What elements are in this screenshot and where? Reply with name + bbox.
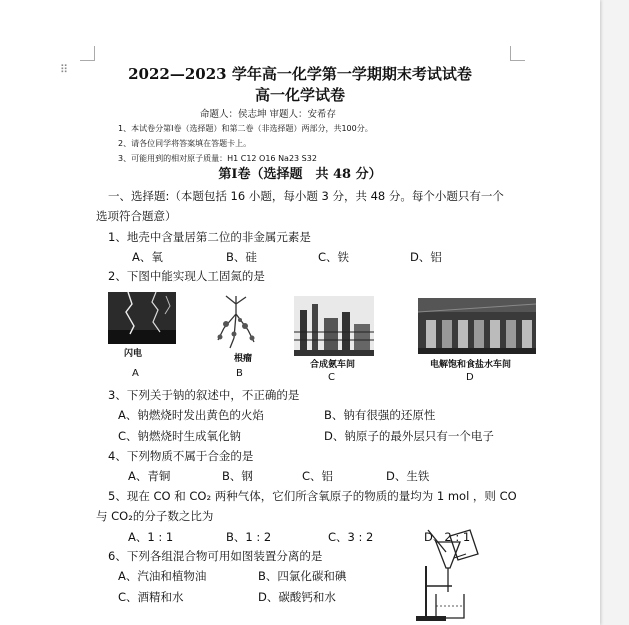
q1-option-c: C、铁 bbox=[318, 250, 350, 264]
note-3: 3、可能用到的相对原子质量：H1 C12 O16 Na23 S32 bbox=[118, 154, 317, 163]
q4-option-a: A、青铜 bbox=[128, 469, 171, 483]
electrolysis-workshop-image bbox=[418, 298, 536, 354]
figure-a-caption: 闪电 bbox=[124, 349, 143, 359]
q5-option-d: D、2 : 1 bbox=[424, 530, 471, 544]
q3-option-a: A、钠燃烧时发出黄色的火焰 bbox=[118, 408, 264, 422]
q2-stem: 2、下图中能实现人工固氮的是 bbox=[108, 269, 265, 283]
note-1: 1、本试卷分第Ⅰ卷（选择题）和第二卷（非选择题）两部分，共100分。 bbox=[118, 124, 373, 133]
q5-stem-line-1: 5、现在 CO 和 CO₂ 两种气体，它们所含氧原子的物质的量均为 1 mol ，则 CO bbox=[108, 489, 517, 503]
q4-option-d: D、生铁 bbox=[386, 469, 430, 483]
margin-corner-top-right bbox=[510, 46, 525, 61]
figure-c-letter: C bbox=[328, 372, 335, 383]
q5-option-a: A、1 : 1 bbox=[128, 530, 174, 544]
exam-title: 2022—2023 学年高一化学第一学期期末考试试卷 bbox=[128, 65, 472, 83]
note-2: 2、请各位同学将答案填在答题卡上。 bbox=[118, 139, 252, 148]
instruction-line-2: 选项符合题意） bbox=[96, 209, 177, 223]
figure-a-letter: A bbox=[132, 368, 139, 379]
q6-option-c: C、酒精和水 bbox=[118, 590, 184, 604]
exam-authors: 命题人：侯志坤 审题人：安希存 bbox=[200, 109, 337, 120]
q5-option-b: B、1 : 2 bbox=[226, 530, 272, 544]
instruction-line-1: 一、选择题:（本题包括 16 小题，每小题 3 分，共 48 分。每个小题只有一个 bbox=[108, 189, 504, 203]
q4-option-b: B、钢 bbox=[222, 469, 253, 483]
q5-option-c: C、3 : 2 bbox=[328, 530, 374, 544]
figure-b-letter: B bbox=[236, 368, 243, 379]
q1-stem: 1、地壳中含量居第二位的非金属元素是 bbox=[108, 230, 311, 244]
exam-subtitle: 高一化学试卷 bbox=[254, 86, 345, 104]
q3-option-d: D、钠原子的最外层只有一个电子 bbox=[324, 429, 494, 443]
q6-option-b: B、四氯化碳和碘 bbox=[258, 569, 347, 583]
lightning-image bbox=[108, 292, 176, 344]
separation-apparatus-image bbox=[412, 528, 492, 625]
q1-option-d: D、铝 bbox=[410, 250, 442, 264]
q4-option-c: C、铝 bbox=[302, 469, 334, 483]
figure-b-caption: 根瘤 bbox=[234, 354, 253, 364]
figure-d-letter: D bbox=[466, 372, 474, 383]
margin-corner-top-left bbox=[80, 46, 95, 61]
q6-option-a: A、汽油和植物油 bbox=[118, 569, 207, 583]
q6-option-d: D、碳酸钙和水 bbox=[258, 590, 336, 604]
q1-option-b: B、硅 bbox=[226, 250, 257, 264]
q4-stem: 4、下列物质不属于合金的是 bbox=[108, 449, 254, 463]
root-nodule-image bbox=[212, 294, 260, 350]
q6-stem: 6、下列各组混合物可用如图装置分离的是 bbox=[108, 549, 323, 563]
q3-option-b: B、钠有很强的还原性 bbox=[324, 408, 436, 422]
section-title: 第Ⅰ卷（选择题 共 48 分） bbox=[218, 167, 382, 182]
ammonia-plant-image bbox=[294, 296, 374, 356]
q3-stem: 3、下列关于钠的叙述中，不正确的是 bbox=[108, 388, 300, 402]
figure-c-caption: 合成氨车间 bbox=[310, 360, 356, 370]
q3-option-c: C、钠燃烧时生成氧化钠 bbox=[118, 429, 242, 443]
drag-handle-icon[interactable]: ⠿ bbox=[60, 63, 70, 76]
q5-stem-line-2: 与 CO₂的分子数之比为 bbox=[96, 509, 214, 523]
figure-d-caption: 电解饱和食盐水车间 bbox=[430, 360, 512, 370]
q1-option-a: A、氧 bbox=[132, 250, 163, 264]
